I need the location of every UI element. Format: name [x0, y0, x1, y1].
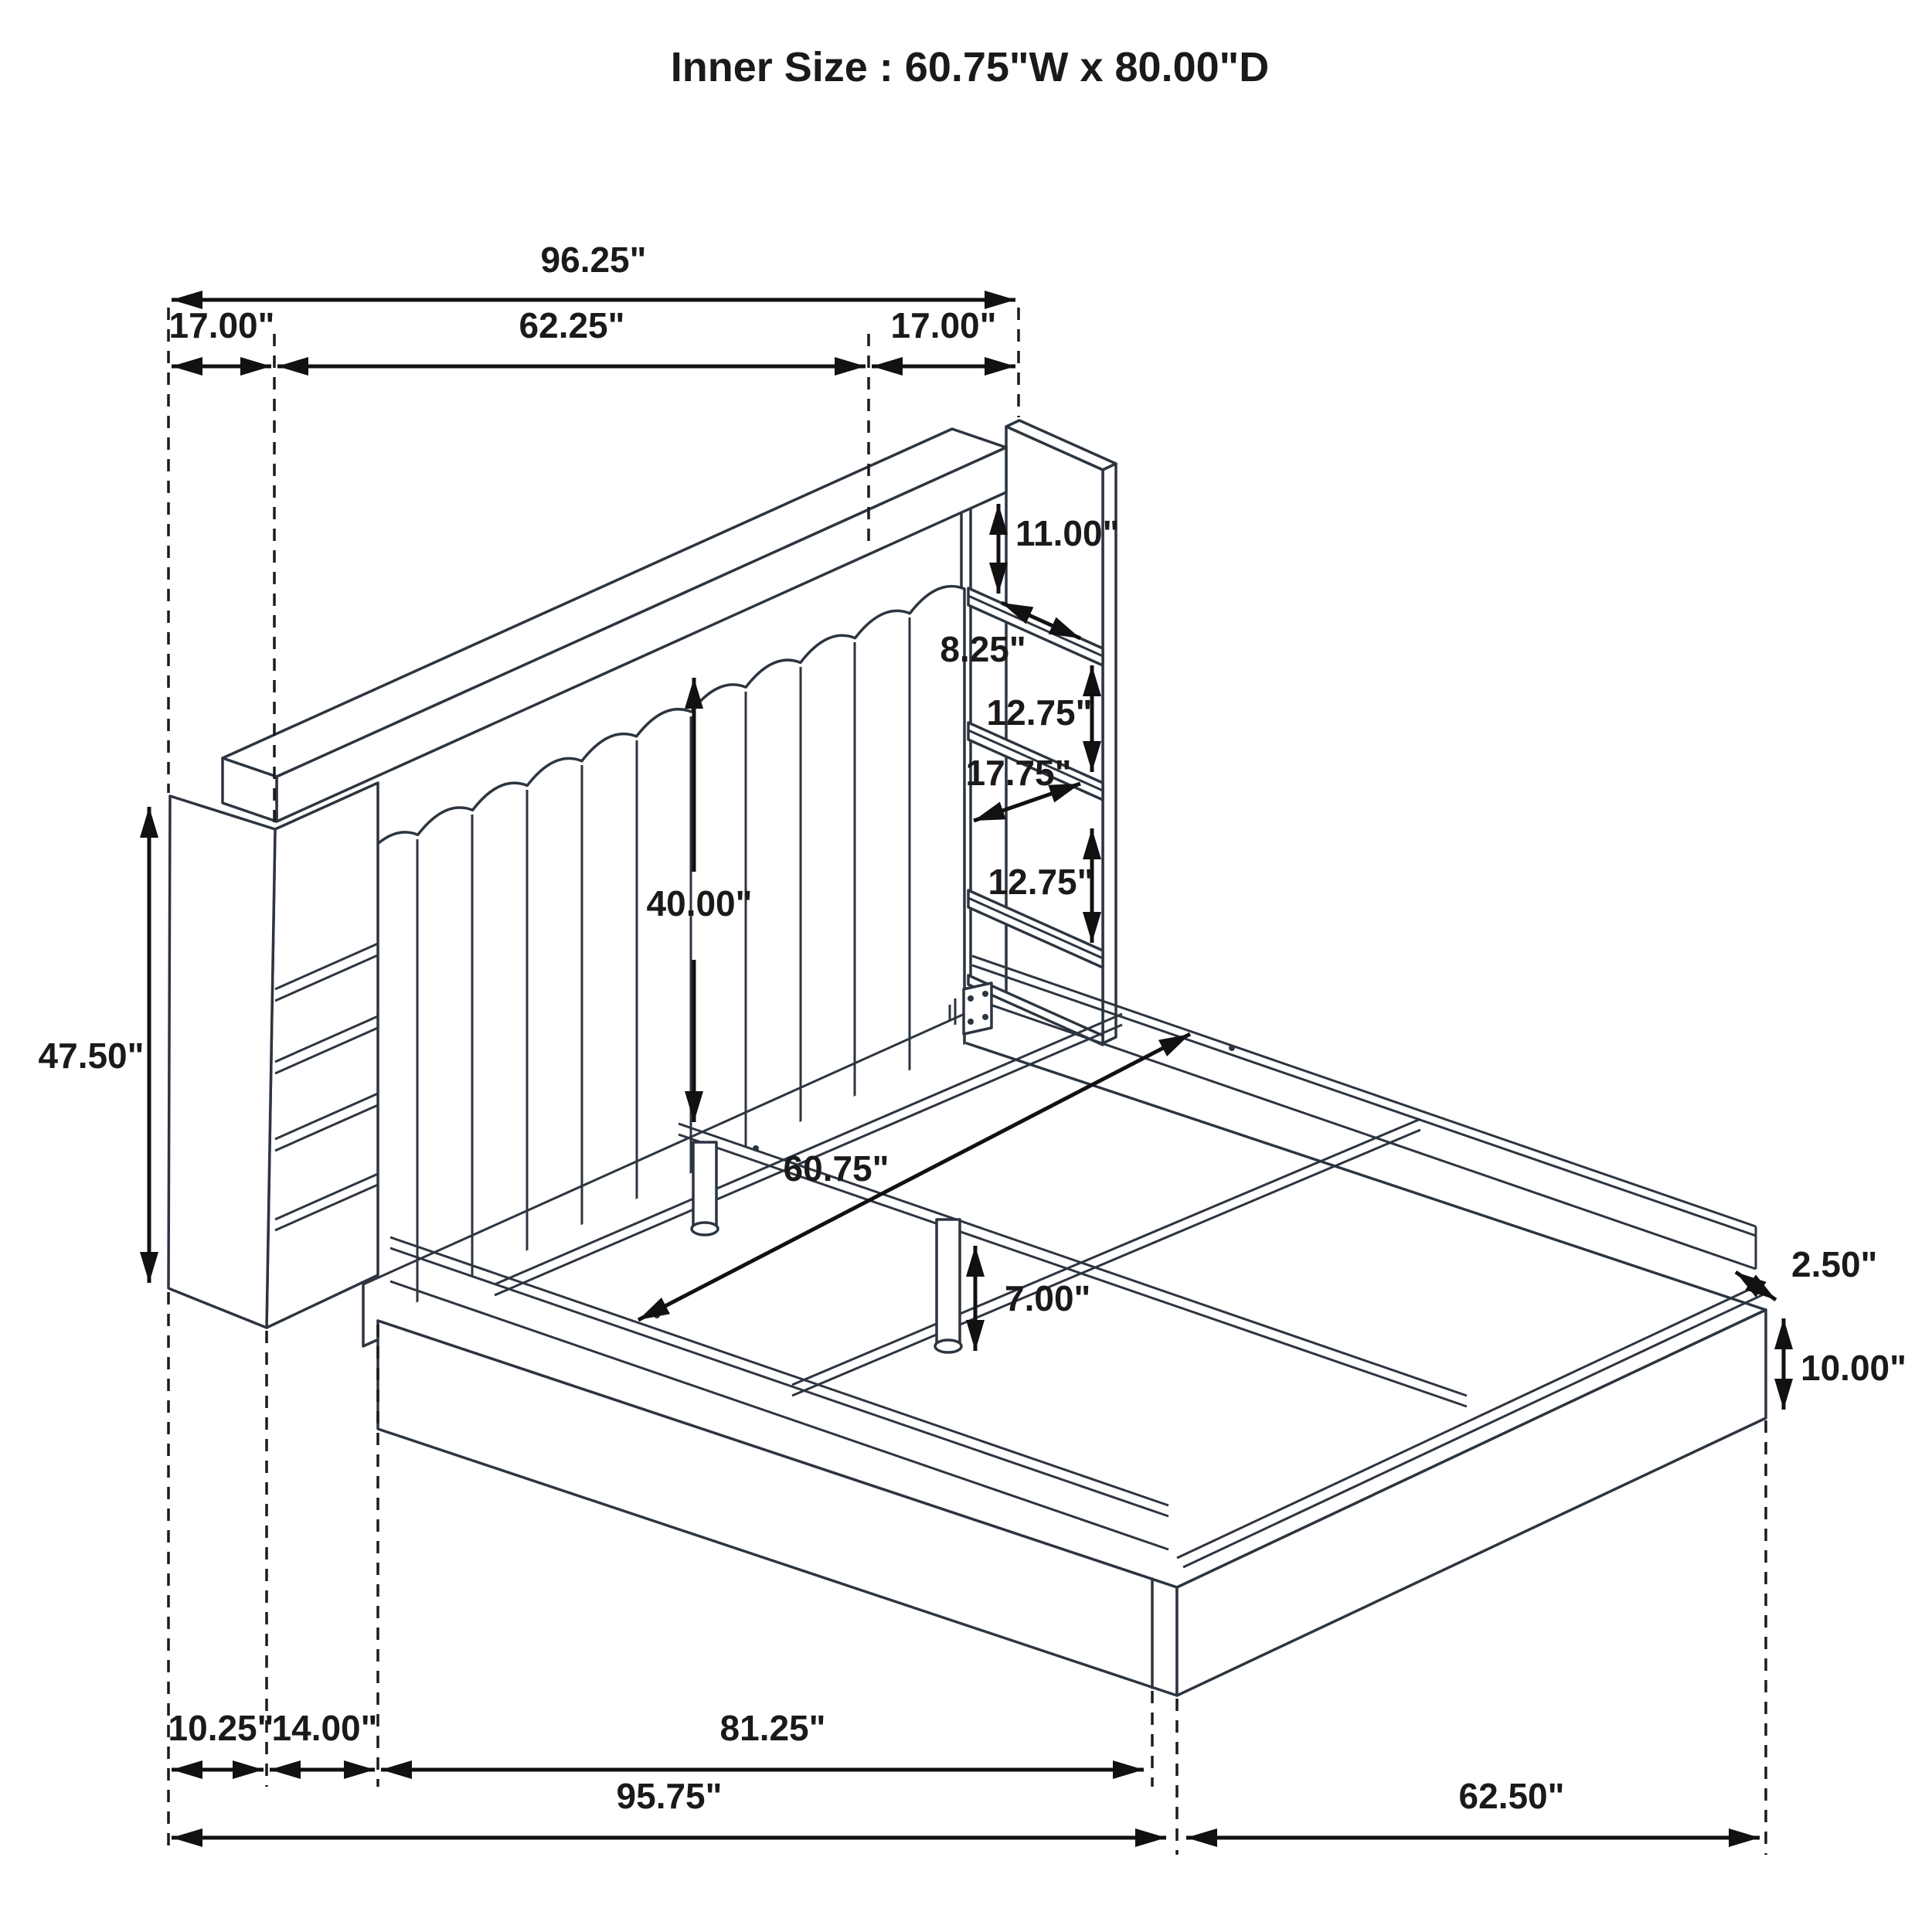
dim-label-top-shelf-depth: 8.25"	[940, 629, 1026, 669]
dim-label-rail-inset: 2.50"	[1791, 1244, 1878, 1284]
dim-label-inner-width: 60.75"	[783, 1148, 889, 1189]
left-pier	[168, 783, 378, 1328]
support-leg	[692, 1142, 718, 1235]
support-leg	[935, 1219, 961, 1352]
dim-label-upper-shelf-gap: 12.75"	[986, 692, 1093, 733]
dim-label-platform-side-length: 81.25"	[719, 1708, 826, 1748]
dim-label-pier-height: 47.50"	[38, 1036, 145, 1076]
dim-label-overall-width: 96.25"	[540, 240, 647, 280]
dim-label-headboard-height: 40.00"	[646, 883, 753, 923]
dim-label-leg-height: 7.00"	[1005, 1278, 1091, 1318]
dim-label-left-pier-width: 17.00"	[168, 305, 275, 345]
dim-label-platform-height: 10.00"	[1801, 1348, 1906, 1388]
dim-label-shelf-depth: 17.75"	[965, 753, 1072, 793]
dim-label-overall-depth: 95.75"	[616, 1776, 723, 1816]
dim-label-platform-width: 62.50"	[1458, 1776, 1565, 1816]
page-title: Inner Size : 60.75"W x 80.00"D	[670, 44, 1270, 90]
dim-label-bridge-gap: 11.00"	[1015, 513, 1120, 553]
dim-label-pier-depth: 10.25"	[168, 1708, 274, 1748]
dim-label-right-pier-width: 17.00"	[890, 305, 997, 345]
dim-label-headboard-width: 62.25"	[519, 305, 625, 345]
dim-label-headboard-offset: 14.00"	[271, 1708, 378, 1748]
dim-label-lower-shelf-gap: 12.75"	[988, 862, 1094, 902]
